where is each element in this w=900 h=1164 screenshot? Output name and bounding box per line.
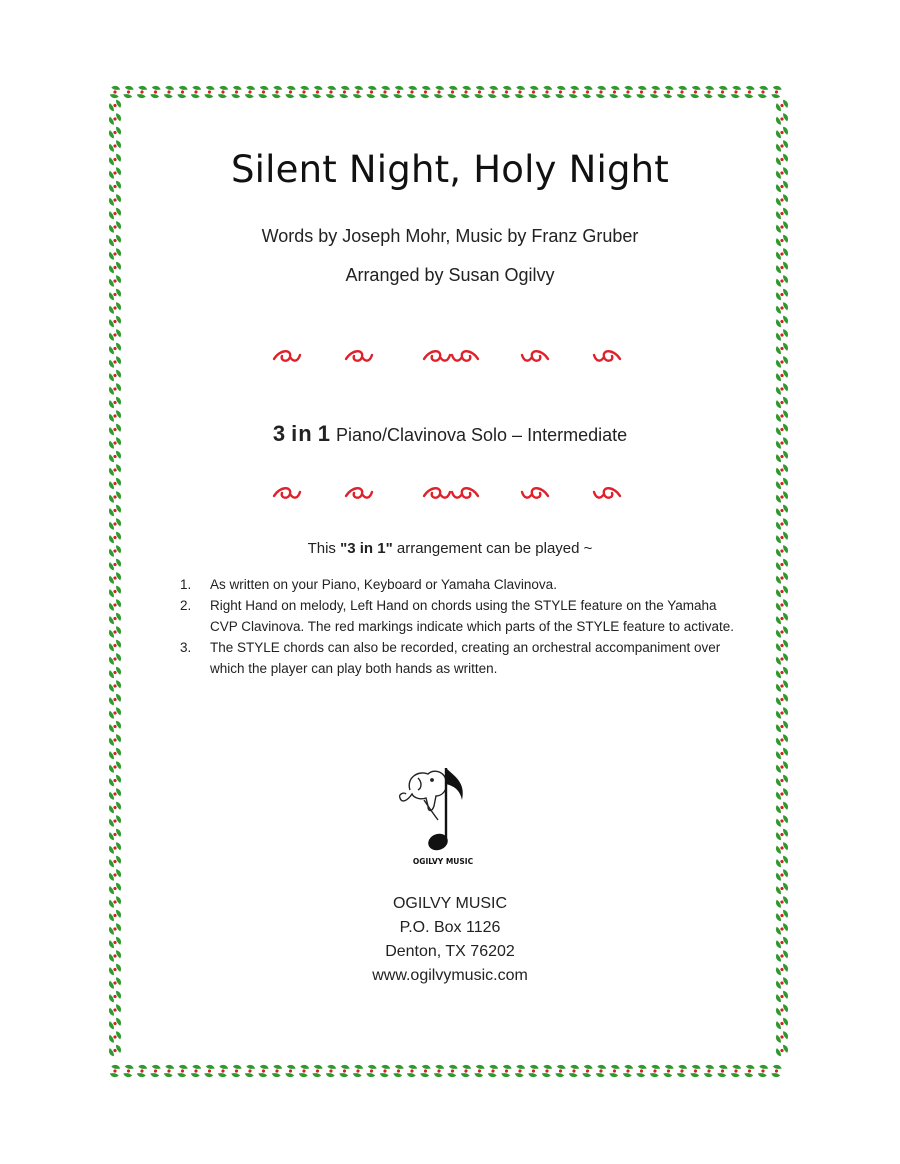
- list-item-text: The STYLE chords can also be recorded, creating an orchestral accompaniment over which the player can play both hands as written.: [210, 640, 721, 676]
- intro-bold: "3 in 1": [340, 540, 393, 557]
- holly-sprig-icon: [108, 436, 123, 450]
- holly-sprig-icon: [392, 1064, 406, 1079]
- holly-sprig-icon: [775, 882, 790, 896]
- holly-sprig-icon: [775, 193, 790, 207]
- holly-sprig-icon: [216, 85, 230, 100]
- page-title: Silent Night, Holy Night: [230, 148, 670, 191]
- holly-sprig-icon: [108, 517, 123, 531]
- holly-sprig-icon: [775, 828, 790, 842]
- list-item: [180, 574, 740, 595]
- holly-sprig-icon: [419, 85, 433, 100]
- holly-sprig-icon: [775, 396, 790, 410]
- holly-sprig-icon: [775, 652, 790, 666]
- holly-sprig-icon: [108, 166, 123, 180]
- holly-sprig-icon: [108, 639, 123, 653]
- holly-sprig-icon: [775, 936, 790, 950]
- holly-sprig-icon: [297, 85, 311, 100]
- holly-sprig-icon: [162, 85, 176, 100]
- holly-sprig-icon: [775, 1030, 790, 1044]
- holly-sprig-icon: [775, 139, 790, 153]
- holly-sprig-icon: [351, 85, 365, 100]
- holly-sprig-icon: [648, 1064, 662, 1079]
- holly-sprig-icon: [108, 814, 123, 828]
- holly-sprig-icon: [432, 1064, 446, 1079]
- holly-sprig-icon: [108, 504, 123, 518]
- holly-sprig-icon: [581, 85, 595, 100]
- holly-sprig-icon: [621, 85, 635, 100]
- holly-sprig-icon: [108, 585, 123, 599]
- holly-sprig-icon: [775, 477, 790, 491]
- holly-sprig-icon: [743, 1064, 757, 1079]
- holly-sprig-icon: [527, 1064, 541, 1079]
- holly-sprig-icon: [775, 922, 790, 936]
- holly-sprig-icon: [216, 1064, 230, 1079]
- holly-sprig-icon: [378, 85, 392, 100]
- holly-sprig-icon: [775, 423, 790, 437]
- holly-sprig-icon: [775, 733, 790, 747]
- swirl-ornament-icon: [346, 351, 372, 360]
- holly-sprig-icon: [365, 1064, 379, 1079]
- holly-sprig-icon: [108, 828, 123, 842]
- holly-sprig-icon: [108, 760, 123, 774]
- holly-sprig-icon: [608, 85, 622, 100]
- holly-sprig-icon: [775, 153, 790, 167]
- subtitle-text: Piano/Clavinova Solo – Intermediate: [335, 425, 628, 445]
- holly-sprig-icon: [446, 85, 460, 100]
- holly-sprig-icon: [775, 814, 790, 828]
- holly-sprig-icon: [594, 1064, 608, 1079]
- holly-sprig-icon: [108, 895, 123, 909]
- holly-sprig-icon: [775, 234, 790, 248]
- holly-sprig-icon: [775, 450, 790, 464]
- holly-sprig-icon: [108, 85, 122, 100]
- holly-sprig-icon: [189, 1064, 203, 1079]
- list-item-text: Right Hand on melody, Left Hand on chords using the STYLE feature on the Yamaha CVP Clavinova. The red markings indicate which parts of the STYLE feature to activate.: [210, 598, 735, 634]
- publisher-address: [140, 892, 760, 988]
- holly-sprig-icon: [716, 85, 730, 100]
- holly-sprig-icon: [108, 787, 123, 801]
- holly-sprig-icon: [446, 1064, 460, 1079]
- holly-sprig-icon: [108, 193, 123, 207]
- holly-sprig-icon: [108, 868, 123, 882]
- holly-sprig-icon: [608, 1064, 622, 1079]
- holly-sprig-icon: [108, 126, 123, 140]
- holly-sprig-icon: [775, 409, 790, 423]
- holly-sprig-icon: [775, 720, 790, 734]
- holly-sprig-icon: [392, 85, 406, 100]
- holly-sprig-icon: [775, 895, 790, 909]
- holly-sprig-icon: [108, 369, 123, 383]
- holly-sprig-icon: [108, 855, 123, 869]
- holly-sprig-icon: [108, 625, 123, 639]
- holly-sprig-icon: [203, 85, 217, 100]
- holly-sprig-icon: [243, 85, 257, 100]
- holly-sprig-icon: [775, 315, 790, 329]
- holly-sprig-icon: [513, 85, 527, 100]
- holly-sprig-icon: [594, 85, 608, 100]
- holly-sprig-icon: [775, 342, 790, 356]
- holly-sprig-icon: [635, 1064, 649, 1079]
- holly-sprig-icon: [567, 1064, 581, 1079]
- holly-sprig-icon: [567, 85, 581, 100]
- holly-sprig-icon: [581, 1064, 595, 1079]
- swirl-ornament-icon: [274, 351, 300, 360]
- holly-sprig-icon: [554, 1064, 568, 1079]
- holly-sprig-icon: [324, 85, 338, 100]
- holly-sprig-icon: [108, 139, 123, 153]
- holly-sprig-icon: [459, 1064, 473, 1079]
- holly-sprig-icon: [729, 1064, 743, 1079]
- holly-sprig-icon: [108, 733, 123, 747]
- holly-sprig-icon: [473, 85, 487, 100]
- holly-sprig-icon: [432, 85, 446, 100]
- holly-sprig-icon: [230, 1064, 244, 1079]
- subtitle-in: in: [291, 421, 313, 446]
- holly-sprig-icon: [775, 1044, 790, 1058]
- holly-sprig-icon: [459, 85, 473, 100]
- ornament-row-top: [140, 342, 760, 372]
- holly-sprig-icon: [108, 355, 123, 369]
- swirl-ornament-icon: [594, 351, 620, 360]
- holly-sprig-icon: [775, 639, 790, 653]
- holly-sprig-icon: [108, 949, 123, 963]
- holly-sprig-icon: [284, 1064, 298, 1079]
- holly-sprig-icon: [108, 288, 123, 302]
- holly-sprig-icon: [108, 463, 123, 477]
- holly-sprig-icon: [486, 1064, 500, 1079]
- swirl-ornament-icon: [346, 488, 372, 497]
- holly-sprig-icon: [756, 85, 770, 100]
- holly-sprig-icon: [775, 369, 790, 383]
- holly-sprig-icon: [775, 1003, 790, 1017]
- holly-sprig-icon: [775, 666, 790, 680]
- holly-sprig-icon: [775, 436, 790, 450]
- holly-sprig-icon: [540, 85, 554, 100]
- holly-sprig-icon: [775, 693, 790, 707]
- holly-sprig-icon: [108, 328, 123, 342]
- holly-sprig-icon: [775, 585, 790, 599]
- holly-sprig-icon: [675, 1064, 689, 1079]
- holly-sprig-icon: [108, 301, 123, 315]
- swirl-ornament-icon: [522, 351, 548, 360]
- holly-sprig-icon: [775, 571, 790, 585]
- holly-sprig-icon: [338, 85, 352, 100]
- holly-sprig-icon: [108, 531, 123, 545]
- holly-sprig-icon: [108, 598, 123, 612]
- holly-sprig-icon: [775, 274, 790, 288]
- play-options-list: [180, 574, 740, 679]
- holly-sprig-icon: [108, 976, 123, 990]
- holly-sprig-icon: [775, 261, 790, 275]
- holly-sprig-icon: [149, 85, 163, 100]
- holly-sprig-icon: [108, 666, 123, 680]
- edition-subtitle: [140, 421, 760, 447]
- holly-sprig-icon: [108, 706, 123, 720]
- holly-sprig-icon: [108, 409, 123, 423]
- holly-sprig-icon: [775, 382, 790, 396]
- holly-sprig-icon: [775, 855, 790, 869]
- holly-sprig-icon: [775, 558, 790, 572]
- holly-sprig-icon: [284, 85, 298, 100]
- holly-sprig-icon: [775, 531, 790, 545]
- holly-sprig-icon: [775, 301, 790, 315]
- holly-sprig-icon: [775, 625, 790, 639]
- holly-sprig-icon: [108, 747, 123, 761]
- holly-sprig-icon: [351, 1064, 365, 1079]
- holly-sprig-icon: [108, 544, 123, 558]
- holly-sprig-icon: [775, 517, 790, 531]
- holly-sprig-icon: [108, 423, 123, 437]
- holly-sprig-icon: [621, 1064, 635, 1079]
- holly-sprig-icon: [486, 85, 500, 100]
- arranger-line: Arranged by Susan Ogilvy: [345, 265, 555, 285]
- holly-sprig-icon: [108, 936, 123, 950]
- holly-sprig-icon: [716, 1064, 730, 1079]
- holly-sprig-icon: [648, 85, 662, 100]
- list-item: [180, 595, 740, 637]
- holly-sprig-icon: [405, 1064, 419, 1079]
- holly-sprig-icon: [243, 1064, 257, 1079]
- holly-sprig-icon: [135, 85, 149, 100]
- holly-sprig-icon: [775, 544, 790, 558]
- holly-sprig-icon: [176, 85, 190, 100]
- holly-sprig-icon: [775, 760, 790, 774]
- holly-sprig-icon: [108, 220, 123, 234]
- list-item-number: 3.: [180, 640, 192, 655]
- holly-sprig-icon: [775, 747, 790, 761]
- holly-sprig-icon: [775, 288, 790, 302]
- holly-sprig-icon: [108, 1030, 123, 1044]
- holly-sprig-icon: [775, 207, 790, 221]
- holly-sprig-icon: [257, 1064, 271, 1079]
- holly-sprig-icon: [108, 274, 123, 288]
- holly-sprig-icon: [662, 85, 676, 100]
- holly-sprig-icon: [108, 558, 123, 572]
- holly-sprig-icon: [108, 315, 123, 329]
- holly-sprig-icon: [775, 774, 790, 788]
- holly-sprig-icon: [702, 85, 716, 100]
- holly-sprig-icon: [270, 85, 284, 100]
- holly-sprig-icon: [775, 99, 790, 113]
- holly-sprig-icon: [702, 1064, 716, 1079]
- holly-sprig-icon: [108, 693, 123, 707]
- swirl-ornament-icon: [452, 351, 478, 360]
- swirl-ornament-icon: [424, 488, 450, 497]
- holly-sprig-icon: [775, 598, 790, 612]
- publisher-website: www.ogilvymusic.com: [372, 967, 528, 984]
- holly-sprig-icon: [675, 85, 689, 100]
- holly-sprig-icon: [775, 612, 790, 626]
- holly-sprig-icon: [554, 85, 568, 100]
- holly-sprig-icon: [775, 787, 790, 801]
- holly-sprig-icon: [775, 801, 790, 815]
- holly-sprig-icon: [513, 1064, 527, 1079]
- holly-sprig-icon: [775, 355, 790, 369]
- intro-prefix: This: [307, 540, 341, 557]
- ogilvy-music-logo: [388, 760, 498, 870]
- holly-sprig-icon: [756, 1064, 770, 1079]
- holly-sprig-icon: [775, 180, 790, 194]
- holly-sprig-icon: [108, 99, 123, 113]
- holly-sprig-icon: [108, 490, 123, 504]
- holly-sprig-icon: [108, 909, 123, 923]
- holly-sprig-icon: [189, 85, 203, 100]
- holly-sprig-icon: [473, 1064, 487, 1079]
- swirl-ornament-icon: [274, 488, 300, 497]
- holly-sprig-icon: [378, 1064, 392, 1079]
- holly-sprig-icon: [108, 990, 123, 1004]
- holly-sprig-icon: [540, 1064, 554, 1079]
- holly-sprig-icon: [108, 450, 123, 464]
- subtitle-count-b: 1: [317, 421, 331, 446]
- holly-sprig-icon: [122, 1064, 136, 1079]
- holly-sprig-icon: [108, 612, 123, 626]
- holly-sprig-icon: [122, 85, 136, 100]
- swirl-ornament-icon: [452, 488, 478, 497]
- subtitle-count-a: 3: [272, 421, 287, 446]
- ornament-row-bottom: [140, 479, 760, 509]
- logo-text: OGILVY MUSIC: [412, 857, 474, 866]
- holly-sprig-icon: [108, 1064, 122, 1079]
- holly-sprig-icon: [108, 234, 123, 248]
- holly-sprig-icon: [311, 1064, 325, 1079]
- holly-sprig-icon: [108, 882, 123, 896]
- holly-sprig-icon: [770, 85, 784, 100]
- holly-sprig-icon: [108, 679, 123, 693]
- holly-sprig-icon: [108, 720, 123, 734]
- holly-sprig-icon: [338, 1064, 352, 1079]
- holly-sprig-icon: [527, 85, 541, 100]
- holly-sprig-icon: [775, 976, 790, 990]
- holly-sprig-icon: [230, 85, 244, 100]
- credits-line: Words by Joseph Mohr, Music by Franz Gruber: [261, 226, 639, 246]
- holly-sprig-icon: [775, 220, 790, 234]
- list-item: [180, 637, 740, 679]
- holly-sprig-icon: [775, 490, 790, 504]
- holly-sprig-icon: [108, 571, 123, 585]
- holly-sprig-icon: [108, 1003, 123, 1017]
- publisher-name: OGILVY MUSIC: [392, 895, 508, 912]
- holly-sprig-icon: [176, 1064, 190, 1079]
- holly-sprig-icon: [108, 801, 123, 815]
- holly-sprig-icon: [108, 396, 123, 410]
- holly-sprig-icon: [419, 1064, 433, 1079]
- holly-sprig-icon: [775, 909, 790, 923]
- holly-sprig-icon: [108, 1017, 123, 1031]
- holly-sprig-icon: [270, 1064, 284, 1079]
- intro-line: [140, 540, 760, 557]
- holly-sprig-icon: [775, 990, 790, 1004]
- holly-sprig-icon: [775, 504, 790, 518]
- holly-sprig-icon: [311, 85, 325, 100]
- holly-sprig-icon: [775, 841, 790, 855]
- holly-sprig-icon: [775, 328, 790, 342]
- list-item-number: 1.: [180, 577, 192, 592]
- publisher-city: Denton, TX 76202: [385, 943, 515, 960]
- holly-sprig-icon: [775, 112, 790, 126]
- holly-sprig-icon: [775, 706, 790, 720]
- holly-sprig-icon: [775, 166, 790, 180]
- swirl-ornament-icon: [594, 488, 620, 497]
- holly-sprig-icon: [635, 85, 649, 100]
- holly-sprig-icon: [135, 1064, 149, 1079]
- holly-sprig-icon: [108, 477, 123, 491]
- holly-sprig-icon: [500, 85, 514, 100]
- holly-sprig-icon: [108, 382, 123, 396]
- holly-sprig-icon: [108, 922, 123, 936]
- holly-sprig-icon: [108, 963, 123, 977]
- holly-sprig-icon: [775, 679, 790, 693]
- holly-sprig-icon: [662, 1064, 676, 1079]
- holly-sprig-icon: [775, 1017, 790, 1031]
- holly-sprig-icon: [324, 1064, 338, 1079]
- holly-sprig-icon: [689, 1064, 703, 1079]
- holly-sprig-icon: [500, 1064, 514, 1079]
- holly-sprig-icon: [729, 85, 743, 100]
- holly-sprig-icon: [775, 949, 790, 963]
- holly-sprig-icon: [770, 1064, 784, 1079]
- holly-sprig-icon: [108, 652, 123, 666]
- holly-sprig-icon: [775, 463, 790, 477]
- holly-sprig-icon: [405, 85, 419, 100]
- holly-sprig-icon: [203, 1064, 217, 1079]
- holly-sprig-icon: [108, 153, 123, 167]
- holly-sprig-icon: [108, 207, 123, 221]
- holly-sprig-icon: [775, 247, 790, 261]
- holly-sprig-icon: [108, 180, 123, 194]
- holly-sprig-icon: [108, 1044, 123, 1058]
- holly-sprig-icon: [149, 1064, 163, 1079]
- holly-sprig-icon: [775, 868, 790, 882]
- holly-sprig-icon: [689, 85, 703, 100]
- publisher-po-box: P.O. Box 1126: [399, 919, 501, 936]
- swirl-ornament-icon: [424, 351, 450, 360]
- holly-sprig-icon: [108, 774, 123, 788]
- swirl-ornament-icon: [522, 488, 548, 497]
- holly-sprig-icon: [108, 261, 123, 275]
- holly-sprig-icon: [297, 1064, 311, 1079]
- holly-sprig-icon: [108, 841, 123, 855]
- holly-sprig-icon: [743, 85, 757, 100]
- holly-sprig-icon: [162, 1064, 176, 1079]
- holly-sprig-icon: [775, 963, 790, 977]
- intro-suffix: arrangement can be played ~: [392, 540, 593, 557]
- holly-sprig-icon: [775, 126, 790, 140]
- holly-sprig-icon: [257, 85, 271, 100]
- holly-sprig-icon: [108, 112, 123, 126]
- holly-sprig-icon: [365, 85, 379, 100]
- holly-sprig-icon: [108, 247, 123, 261]
- holly-sprig-icon: [108, 342, 123, 356]
- list-item-number: 2.: [180, 598, 192, 613]
- list-item-text: As written on your Piano, Keyboard or Yamaha Clavinova.: [210, 577, 557, 592]
